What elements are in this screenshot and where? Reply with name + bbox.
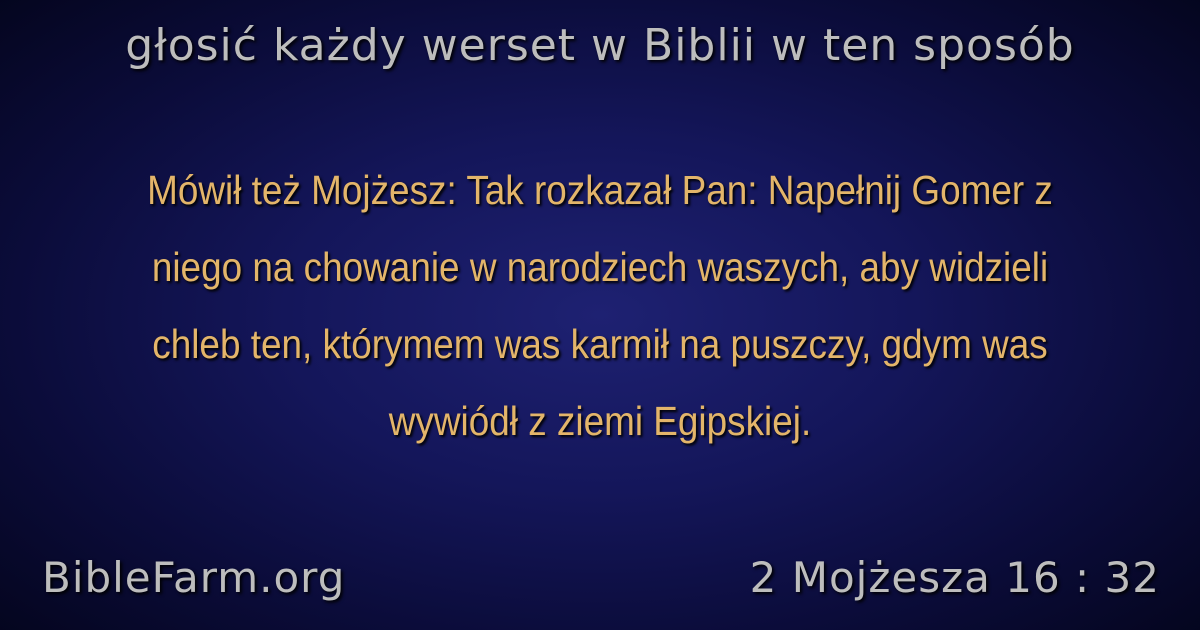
site-name: BibleFarm.org [42, 553, 346, 602]
verse-text: Mówił też Mojżesz: Tak rozkazał Pan: Napełnij Gomer z niego na chowanie w narodziech waszych, aby widzieli chleb ten, którymem was karmił na puszczy, gdym was wywiódł z ziemi Egipskiej. [147, 167, 1053, 444]
verse-reference: 2 Mojżesza 16 : 32 [749, 553, 1160, 602]
tagline: głosić każdy werset w Biblii w ten sposób [125, 20, 1075, 71]
